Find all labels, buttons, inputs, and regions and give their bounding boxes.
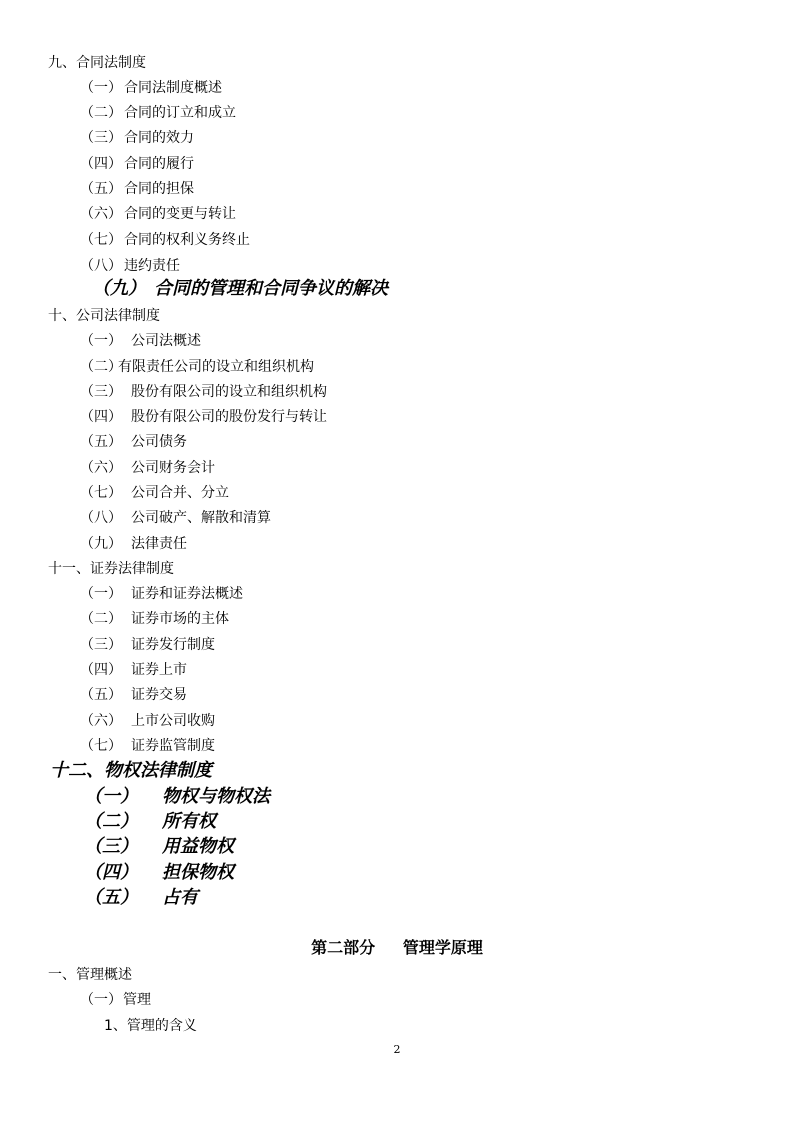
- list-item: [80, 408, 327, 426]
- page-number: 2: [393, 1043, 401, 1056]
- list-item: [80, 257, 180, 275]
- list-item: [80, 433, 187, 451]
- item-number: （一）: [84, 786, 138, 807]
- item-text: 管理: [123, 992, 151, 1008]
- item-text: 证券监管制度: [131, 738, 215, 754]
- section-heading-securities-law: 十一、证券法律制度: [48, 561, 174, 577]
- item-text: 合同的效力: [124, 130, 194, 146]
- section-heading-contract-law: 九、合同法制度: [48, 55, 146, 71]
- list-item: [80, 737, 215, 755]
- item-text: 证券交易: [131, 687, 187, 703]
- item-number: （八）: [80, 258, 122, 274]
- emphasized-list-item: [92, 278, 388, 300]
- item-number: （四）: [80, 662, 122, 678]
- list-item: [84, 887, 198, 909]
- list-item: [80, 636, 215, 654]
- list-item: [80, 459, 215, 477]
- list-item: [80, 383, 327, 401]
- point-heading: 1、管理的含义: [104, 1018, 197, 1034]
- item-number: （四）: [80, 156, 122, 172]
- item-text: 公司破产、解散和清算: [131, 510, 271, 526]
- item-number: （九）: [80, 536, 122, 552]
- item-text: 占有: [162, 887, 198, 908]
- list-item: [84, 862, 234, 884]
- item-text: 合同的变更与转让: [124, 206, 236, 222]
- item-number: （四）: [84, 862, 138, 883]
- item-text: 用益物权: [162, 836, 234, 857]
- item-number: （六）: [80, 460, 122, 476]
- item-text: 担保物权: [162, 862, 234, 883]
- item-number: （五）: [80, 181, 122, 197]
- item-number: （六）: [80, 206, 122, 222]
- list-item: [80, 231, 250, 249]
- list-item: [84, 811, 216, 833]
- list-item: [80, 332, 201, 350]
- item-text: 合同的管理和合同争议的解决: [154, 278, 388, 299]
- item-number: （九）: [92, 278, 146, 299]
- item-text: 股份有限公司的股份发行与转让: [131, 409, 327, 425]
- item-number: （二）: [80, 611, 122, 627]
- item-number: （七）: [80, 738, 122, 754]
- item-text: 证券上市: [131, 662, 187, 678]
- item-text: 公司财务会计: [131, 460, 215, 476]
- item-number: （一）: [80, 992, 122, 1008]
- item-number: （三）: [80, 130, 122, 146]
- section-heading-company-law: 十、公司法律制度: [48, 308, 160, 324]
- item-text: 证券发行制度: [131, 637, 215, 653]
- item-text: 公司合并、分立: [131, 485, 229, 501]
- item-number: （五）: [80, 687, 122, 703]
- list-item: [80, 610, 229, 628]
- list-item: [84, 786, 270, 808]
- item-text: 有限责任公司的设立和组织机构: [118, 359, 314, 375]
- item-number: （七）: [80, 485, 122, 501]
- list-item: [80, 712, 215, 730]
- list-item: [80, 686, 187, 704]
- item-text: 证券和证券法概述: [131, 586, 243, 602]
- item-number: （二）: [80, 359, 122, 375]
- item-number: （六）: [80, 713, 122, 729]
- list-item: [84, 836, 234, 858]
- part-title: 第二部分 管理学原理: [311, 938, 483, 957]
- list-item: [80, 661, 187, 679]
- item-number: （一）: [80, 586, 122, 602]
- item-text: 合同的担保: [124, 181, 194, 197]
- item-text: 上市公司收购: [131, 713, 215, 729]
- item-number: （三）: [84, 836, 138, 857]
- item-number: （一）: [80, 80, 122, 96]
- list-item: [80, 104, 236, 122]
- list-item: [80, 79, 222, 97]
- item-text: 违约责任: [124, 258, 180, 274]
- item-number: （五）: [80, 434, 122, 450]
- item-text: 法律责任: [131, 536, 187, 552]
- item-number: （五）: [84, 887, 138, 908]
- list-item: [80, 509, 271, 527]
- item-number: （三）: [80, 384, 122, 400]
- item-text: 合同法制度概述: [124, 80, 222, 96]
- item-text: 所有权: [162, 811, 216, 832]
- chapter-heading: 一、管理概述: [48, 967, 132, 983]
- list-item: [80, 358, 314, 376]
- list-item: [80, 180, 194, 198]
- list-item: [80, 484, 229, 502]
- subsection-heading: [80, 991, 151, 1009]
- item-text: 合同的权利义务终止: [124, 232, 250, 248]
- item-text: 公司债务: [131, 434, 187, 450]
- item-text: 合同的履行: [124, 156, 194, 172]
- item-number: （三）: [80, 637, 122, 653]
- list-item: [80, 129, 194, 147]
- item-number: （七）: [80, 232, 122, 248]
- item-number: （一）: [80, 333, 122, 349]
- section-heading-property-law: 十二、物权法律制度: [50, 760, 212, 781]
- item-number: （四）: [80, 409, 122, 425]
- item-text: 物权与物权法: [162, 786, 270, 807]
- item-number: （二）: [80, 105, 122, 121]
- list-item: [80, 585, 243, 603]
- list-item: [80, 155, 194, 173]
- item-text: 股份有限公司的设立和组织机构: [131, 384, 327, 400]
- item-text: 证券市场的主体: [131, 611, 229, 627]
- item-number: （二）: [84, 811, 138, 832]
- item-text: 公司法概述: [131, 333, 201, 349]
- list-item: [80, 205, 236, 223]
- item-text: 合同的订立和成立: [124, 105, 236, 121]
- list-item: [80, 535, 187, 553]
- item-number: （八）: [80, 510, 122, 526]
